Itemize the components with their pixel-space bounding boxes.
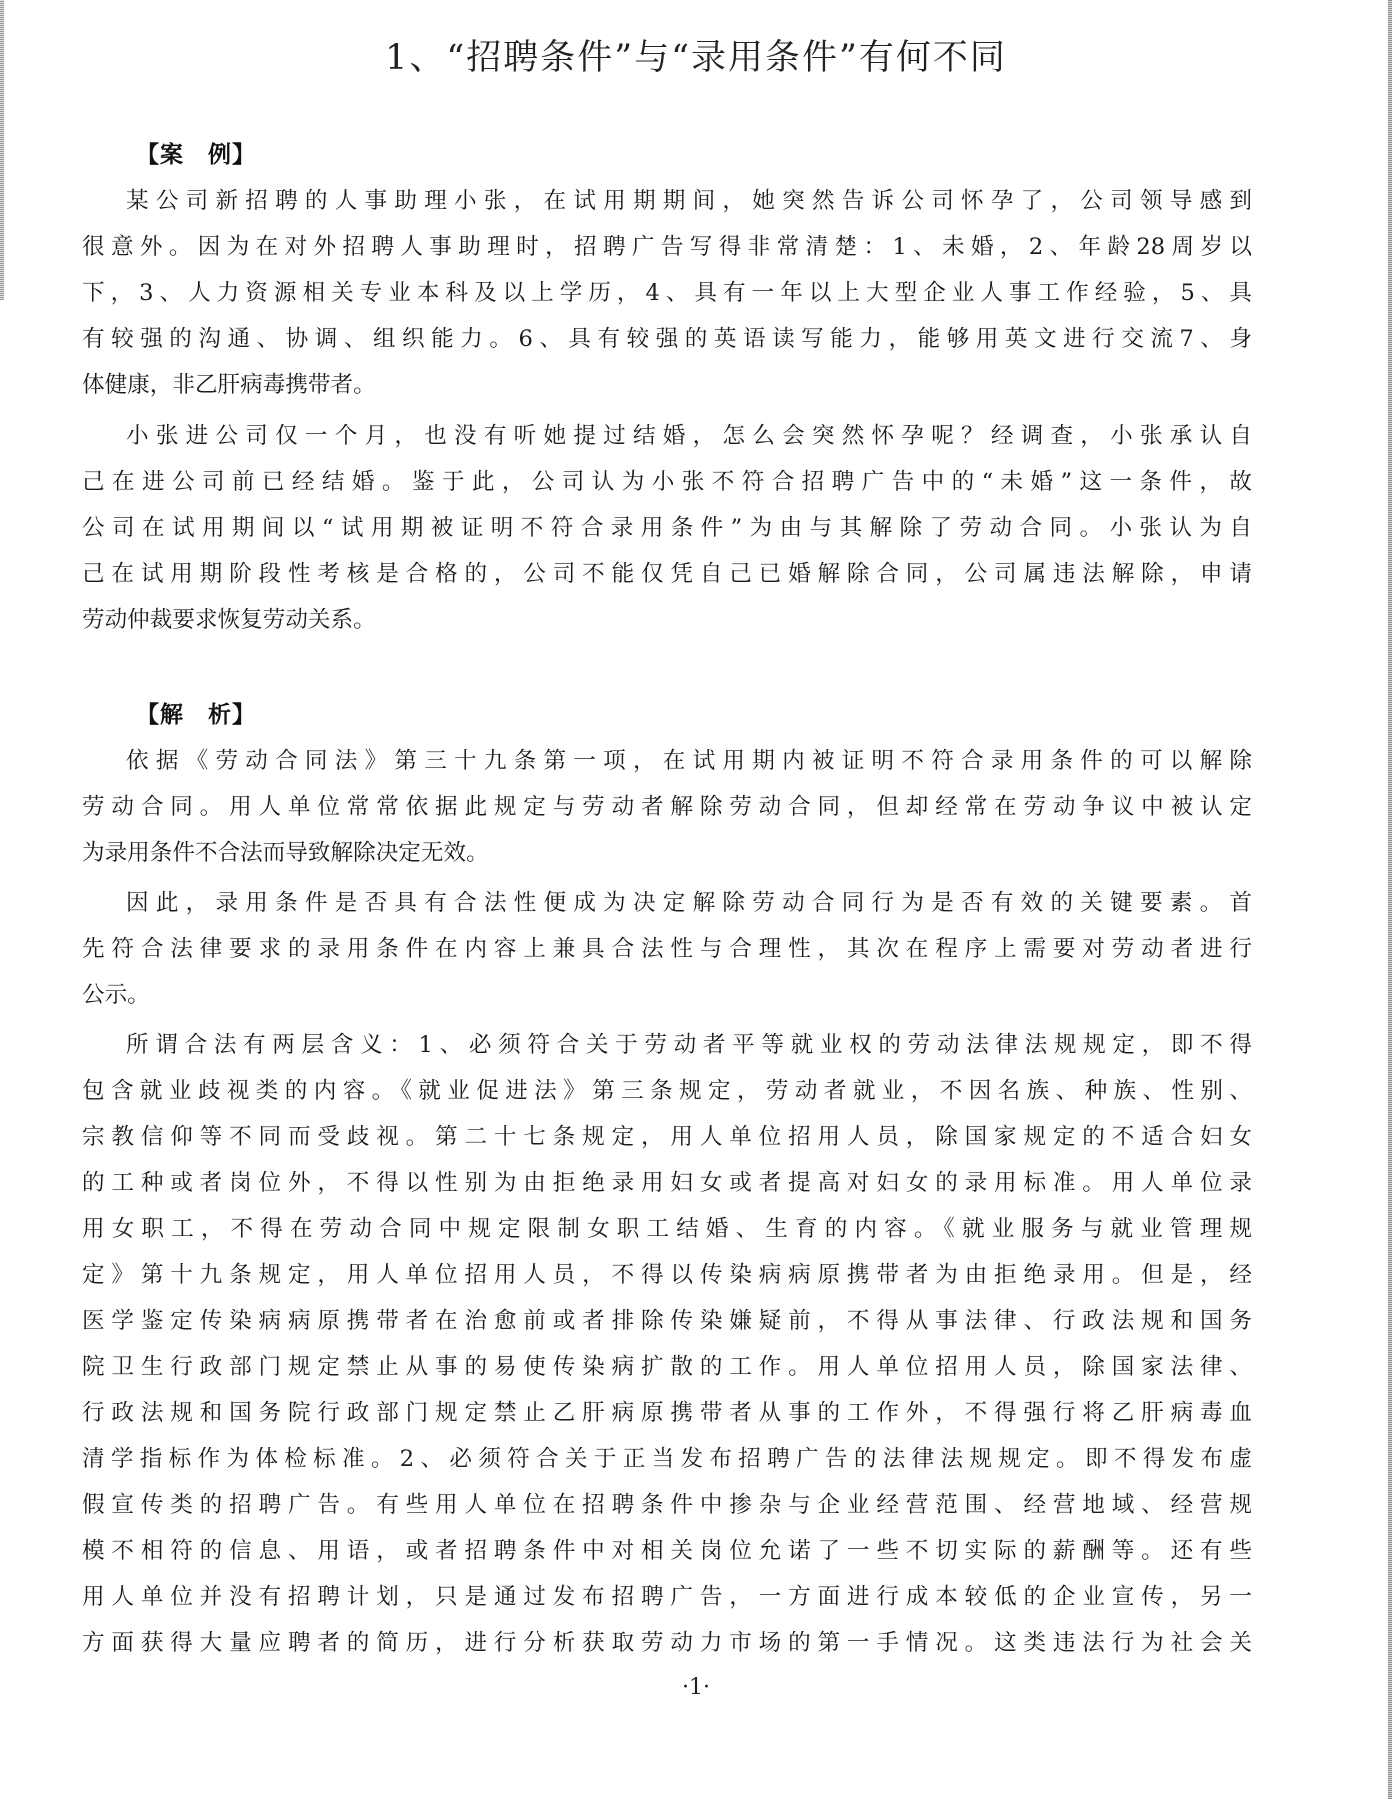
text-line: 公示。 [82,982,150,1008]
text-line: 院卫生行政部门规定禁止从事的易使传染病扩散的工作。用人单位招用人员，除国家法律、 [82,1354,1252,1380]
section-heading-analysis: 【解 析】 [136,701,256,728]
text-line: 的工种或者岗位外，不得以性别为由拒绝录用妇女或者提高对妇女的录用标准。用人单位录 [82,1170,1252,1196]
text-line: 模不相符的信息、用语，或者招聘条件中对相关岗位允诺了一些不切实际的薪酬等。还有些 [82,1538,1252,1564]
text-line: 宗教信仰等不同而受歧视。第二十七条规定，用人单位招用人员，除国家规定的不适合妇女 [82,1124,1252,1150]
text-line: 小张进公司仅一个月，也没有听她提过结婚，怎么会突然怀孕呢？经调查，小张承认自 [126,423,1252,449]
page-title: 1、“招聘条件”与“录用条件”有何不同 [385,38,1007,78]
page-number: ·1· [682,1675,710,1700]
text-line: 用女职工，不得在劳动合同中规定限制女职工结婚、生育的内容。《就业服务与就业管理规 [82,1216,1252,1242]
scan-edge-right [1388,0,1392,1799]
text-line: 为录用条件不合法而导致解除决定无效。 [82,840,489,866]
text-line: 假宣传类的招聘广告。有些用人单位在招聘条件中掺杂与企业经营范围、经营地域、经营规 [82,1492,1252,1518]
text-line: 己在试用期阶段性考核是合格的，公司不能仅凭自己已婚解除合同，公司属违法解除，申请 [82,561,1252,587]
text-line: 劳动仲裁要求恢复劳动关系。 [82,607,376,633]
text-line: 下，3、人力资源相关专业本科及以上学历，4、具有一年以上大型企业人事工作经验，5、具 [82,280,1252,306]
text-line: 依据《劳动合同法》第三十九条第一项，在试用期内被证明不符合录用条件的可以解除 [126,748,1252,774]
text-line: 行政法规和国务院行政部门规定禁止乙肝病原携带者从事的工作外，不得强行将乙肝病毒血 [82,1400,1252,1426]
text-line: 公司在试用期间以“试用期被证明不符合录用条件”为由与其解除了劳动合同。小张认为自 [82,515,1252,541]
text-line: 有较强的沟通、协调、组织能力。6、具有较强的英语读写能力，能够用英文进行交流7、身 [82,326,1252,352]
text-line: 用人单位并没有招聘计划，只是通过发布招聘广告，一方面进行成本较低的企业宣传，另一 [82,1584,1252,1610]
text-line: 很意外。因为在对外招聘人事助理时，招聘广告写得非常清楚：1、未婚，2、年龄28周岁以 [82,234,1252,260]
text-line: 方面获得大量应聘者的简历，进行分析获取劳动力市场的第一手情况。这类违法行为社会关 [82,1630,1252,1656]
text-line: 医学鉴定传染病病原携带者在治愈前或者排除传染嫌疑前，不得从事法律、行政法规和国务 [82,1308,1252,1334]
text-line: 先符合法律要求的录用条件在内容上兼具合法性与合理性，其次在程序上需要对劳动者进行 [82,936,1252,962]
text-line: 清学指标作为体检标准。2、必须符合关于正当发布招聘广告的法律法规规定。即不得发布虚 [82,1446,1252,1472]
text-line: 体健康，非乙肝病毒携带者。 [82,372,376,398]
text-line: 定》第十九条规定，用人单位招用人员，不得以传染病病原携带者为由拒绝录用。但是，经 [82,1262,1252,1288]
text-line: 因此，录用条件是否具有合法性便成为决定解除劳动合同行为是否有效的关键要素。首 [126,890,1252,916]
text-line: 劳动合同。用人单位常常依据此规定与劳动者解除劳动合同，但却经常在劳动争议中被认定 [82,794,1252,820]
text-line: 某公司新招聘的人事助理小张，在试用期期间，她突然告诉公司怀孕了，公司领导感到 [126,188,1252,214]
text-line: 包含就业歧视类的内容。《就业促进法》第三条规定，劳动者就业，不因名族、种族、性别、 [82,1078,1252,1104]
text-line: 己在进公司前已经结婚。鉴于此，公司认为小张不符合招聘广告中的“未婚”这一条件，故 [82,469,1252,495]
text-line: 所谓合法有两层含义：1、必须符合关于劳动者平等就业权的劳动法律法规规定，即不得 [126,1032,1252,1058]
section-heading-case: 【案 例】 [136,141,256,168]
